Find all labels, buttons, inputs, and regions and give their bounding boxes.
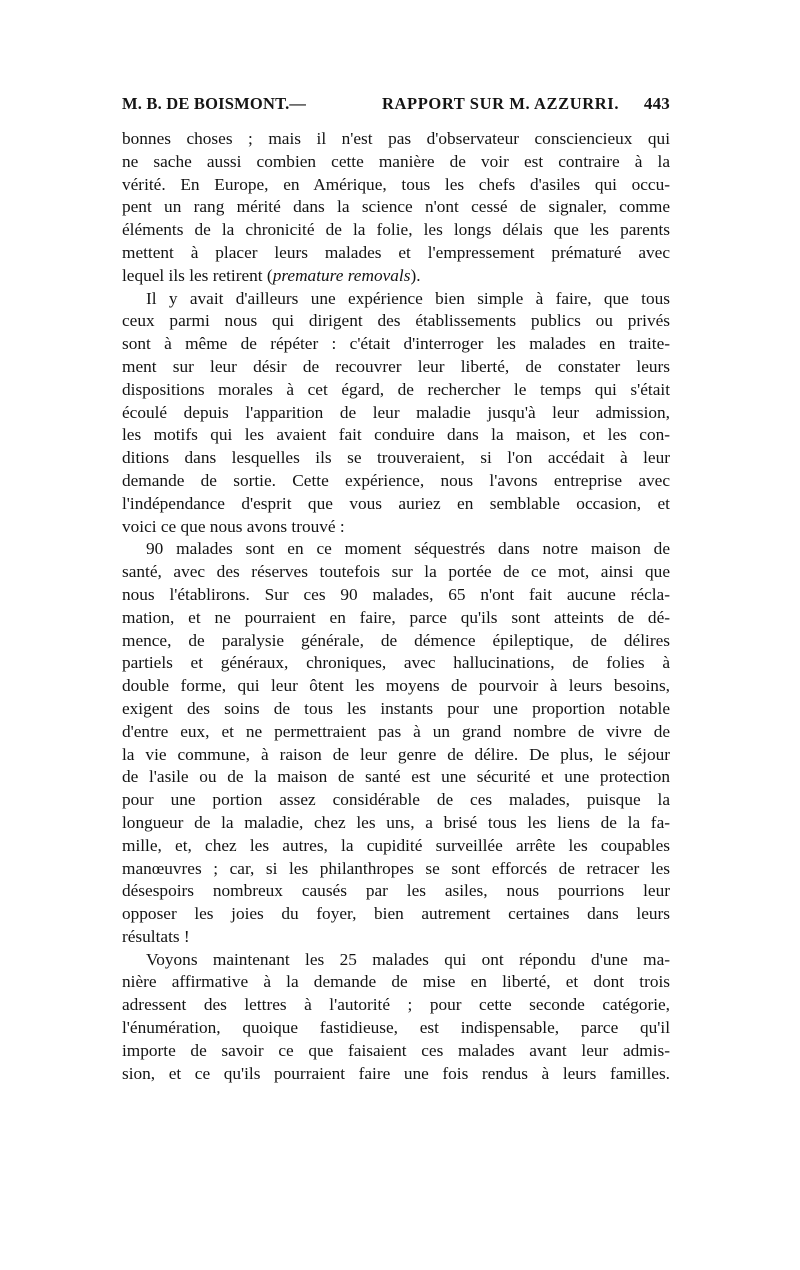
text-line: nous l'établirons. Sur ces 90 malades, 65 n'ont fait aucune récla-: [122, 584, 670, 604]
text-line: mettent à placer leurs malades et l'empressement prématuré avec: [122, 242, 670, 262]
text-line: demande de sortie. Cette expérience, nous l'avons entreprise avec: [122, 470, 670, 490]
text-line: santé, avec des réserves toutefois sur la portée de ce mot, ainsi que: [122, 562, 670, 582]
text-line: les motifs qui les avaient fait conduire dans la maison, et les con-: [122, 425, 670, 445]
header-author: M. B. DE BOISMONT.—: [122, 94, 307, 113]
text-line: nière affirmative à la demande de mise en liberté, et dont trois: [122, 972, 670, 992]
text-line: lequel ils les retirent (premature removals).: [122, 265, 421, 285]
text-line: pent un rang mérité dans la science n'ont cessé de signaler, comme: [122, 197, 670, 217]
text-line: pour une portion assez considérable de ces malades, puisque la: [122, 790, 670, 810]
text-line: écoulé depuis l'apparition de leur maladie jusqu'à leur admission,: [122, 402, 670, 422]
text-line: désespoirs nombreux causés par les asiles, nous pourrions leur: [122, 881, 670, 901]
text-line: d'entre eux, et ne permettraient pas à un grand nombre de vivre de: [122, 721, 670, 741]
text-line: exigent des soins de tous les instants pour une proportion notable: [122, 698, 670, 718]
text-line: 90 malades sont en ce moment séquestrés dans notre maison de: [146, 539, 670, 559]
text-line: adressent des lettres à l'autorité ; pour cette seconde catégorie,: [122, 995, 670, 1015]
text-line: mation, et ne pourraient en faire, parce qu'ils sont atteints de dé-: [122, 607, 670, 627]
text-line: mence, de paralysie générale, de démence épileptique, de délires: [122, 630, 670, 650]
text-line: la vie commune, à raison de leur genre de délire. De plus, le séjour: [122, 744, 670, 764]
running-header: [122, 94, 670, 116]
text-line: vérité. En Europe, en Amérique, tous les chefs d'asiles qui occu-: [122, 174, 670, 194]
text-line: opposer les joies du foyer, bien autrement certaines dans leurs: [122, 904, 670, 924]
text-line: partiels et généraux, chroniques, avec hallucinations, de folies à: [122, 653, 670, 673]
text-line: Voyons maintenant les 25 malades qui ont répondu d'une ma-: [146, 949, 670, 969]
text-line: de l'asile ou de la maison de santé est une sécurité et une protection: [122, 767, 670, 787]
text-line: dispositions morales à cet égard, de rechercher le temps qui s'était: [122, 379, 670, 399]
text-line: ceux parmi nous qui dirigent des établissements publics ou privés: [122, 311, 670, 331]
text-line: sion, et ce qu'ils pourraient faire une fois rendus à leurs familles.: [122, 1063, 670, 1083]
header-title: RAPPORT SUR M. AZZURRI.: [382, 94, 620, 113]
text-line: sont à même de répéter : c'était d'interroger les malades en traite-: [122, 334, 670, 354]
text-line: ment sur leur désir de recouvrer leur liberté, de constater leurs: [122, 356, 670, 376]
text-line: longueur de la maladie, chez les uns, a brisé tous les liens de la fa-: [122, 812, 670, 832]
text-line: ne sache aussi combien cette manière de voir est contraire à la: [122, 151, 670, 171]
text-line: voici ce que nous avons trouvé :: [122, 516, 345, 536]
text-line: bonnes choses ; mais il n'est pas d'observateur consciencieux qui: [122, 129, 670, 148]
page-number: 443: [643, 94, 670, 113]
text-line: éléments de la chronicité de la folie, les longs délais que les parents: [122, 220, 670, 240]
text-line: double forme, qui leur ôtent les moyens de pourvoir à leurs besoins,: [122, 676, 670, 696]
text-line: importe de savoir ce que faisaient ces malades avant leur admis-: [122, 1040, 670, 1060]
text-line: résultats !: [122, 926, 190, 946]
text-line: Il y avait d'ailleurs une expérience bien simple à faire, que tous: [146, 288, 670, 308]
text-line: manœuvres ; car, si les philanthropes se sont efforcés de retracer les: [122, 858, 670, 878]
text-line: l'indépendance d'esprit que vous auriez en semblable occasion, et: [122, 493, 670, 513]
text-line: l'énumération, quoique fastidieuse, est indispensable, parce qu'il: [122, 1018, 670, 1038]
body-text: [122, 128, 670, 1085]
text-line: ditions dans lesquelles ils se trouveraient, si l'on accédait à leur: [122, 448, 670, 468]
text-line: mille, et, chez les autres, la cupidité surveillée arrête les coupables: [122, 835, 670, 855]
